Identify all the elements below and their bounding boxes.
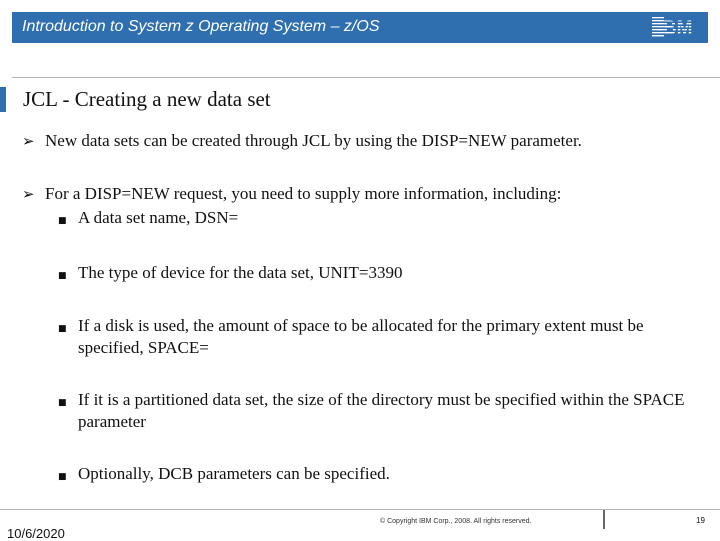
header-bar <box>12 12 708 43</box>
sub-bullet-item <box>58 389 703 433</box>
arrow-bullet-icon: ➢ <box>22 185 35 203</box>
sub-bullet-text: If a disk is used, the amount of space to be allocated for the primary extent must be specified, SPACE= <box>78 316 644 357</box>
square-bullet-icon: ■ <box>58 398 67 408</box>
bullet-item <box>22 184 561 204</box>
footer-separator <box>603 510 605 529</box>
footer-date: 10/6/2020 <box>7 526 65 541</box>
presentation-title: Introduction to System z Operating System – z/OS <box>22 18 380 35</box>
sub-bullet-text: The type of device for the data set, UNIT=3390 <box>78 263 403 282</box>
square-bullet-icon: ■ <box>58 324 67 334</box>
bullet-text: New data sets can be created through JCL by using the DISP=NEW parameter. <box>45 131 582 150</box>
arrow-bullet-icon: ➢ <box>22 132 35 150</box>
square-bullet-icon: ■ <box>58 216 67 226</box>
sub-bullet-text: If it is a partitioned data set, the size of the directory must be specified within the SPACE parameter <box>78 390 685 431</box>
sub-bullet-text: Optionally, DCB parameters can be specified. <box>78 464 390 483</box>
sub-bullet-text: A data set name, DSN= <box>78 208 239 227</box>
title-accent-bar <box>0 87 6 112</box>
square-bullet-icon: ■ <box>58 271 67 281</box>
ibm-logo <box>652 16 698 38</box>
footer-copyright: © Copyright IBM Corp., 2008. All rights reserved. <box>380 518 532 525</box>
page-number: 19 <box>696 516 705 525</box>
sub-bullet-item <box>58 207 703 232</box>
sub-bullet-item <box>58 262 703 287</box>
slide-title: JCL - Creating a new data set <box>23 87 271 111</box>
footer-divider <box>0 509 720 510</box>
bullet-item <box>22 131 582 151</box>
header-divider <box>12 77 720 78</box>
square-bullet-icon: ■ <box>58 472 67 482</box>
sub-bullet-item <box>58 315 703 359</box>
bullet-text: For a DISP=NEW request, you need to supply more information, including: <box>45 184 562 203</box>
sub-bullet-item <box>58 463 703 488</box>
